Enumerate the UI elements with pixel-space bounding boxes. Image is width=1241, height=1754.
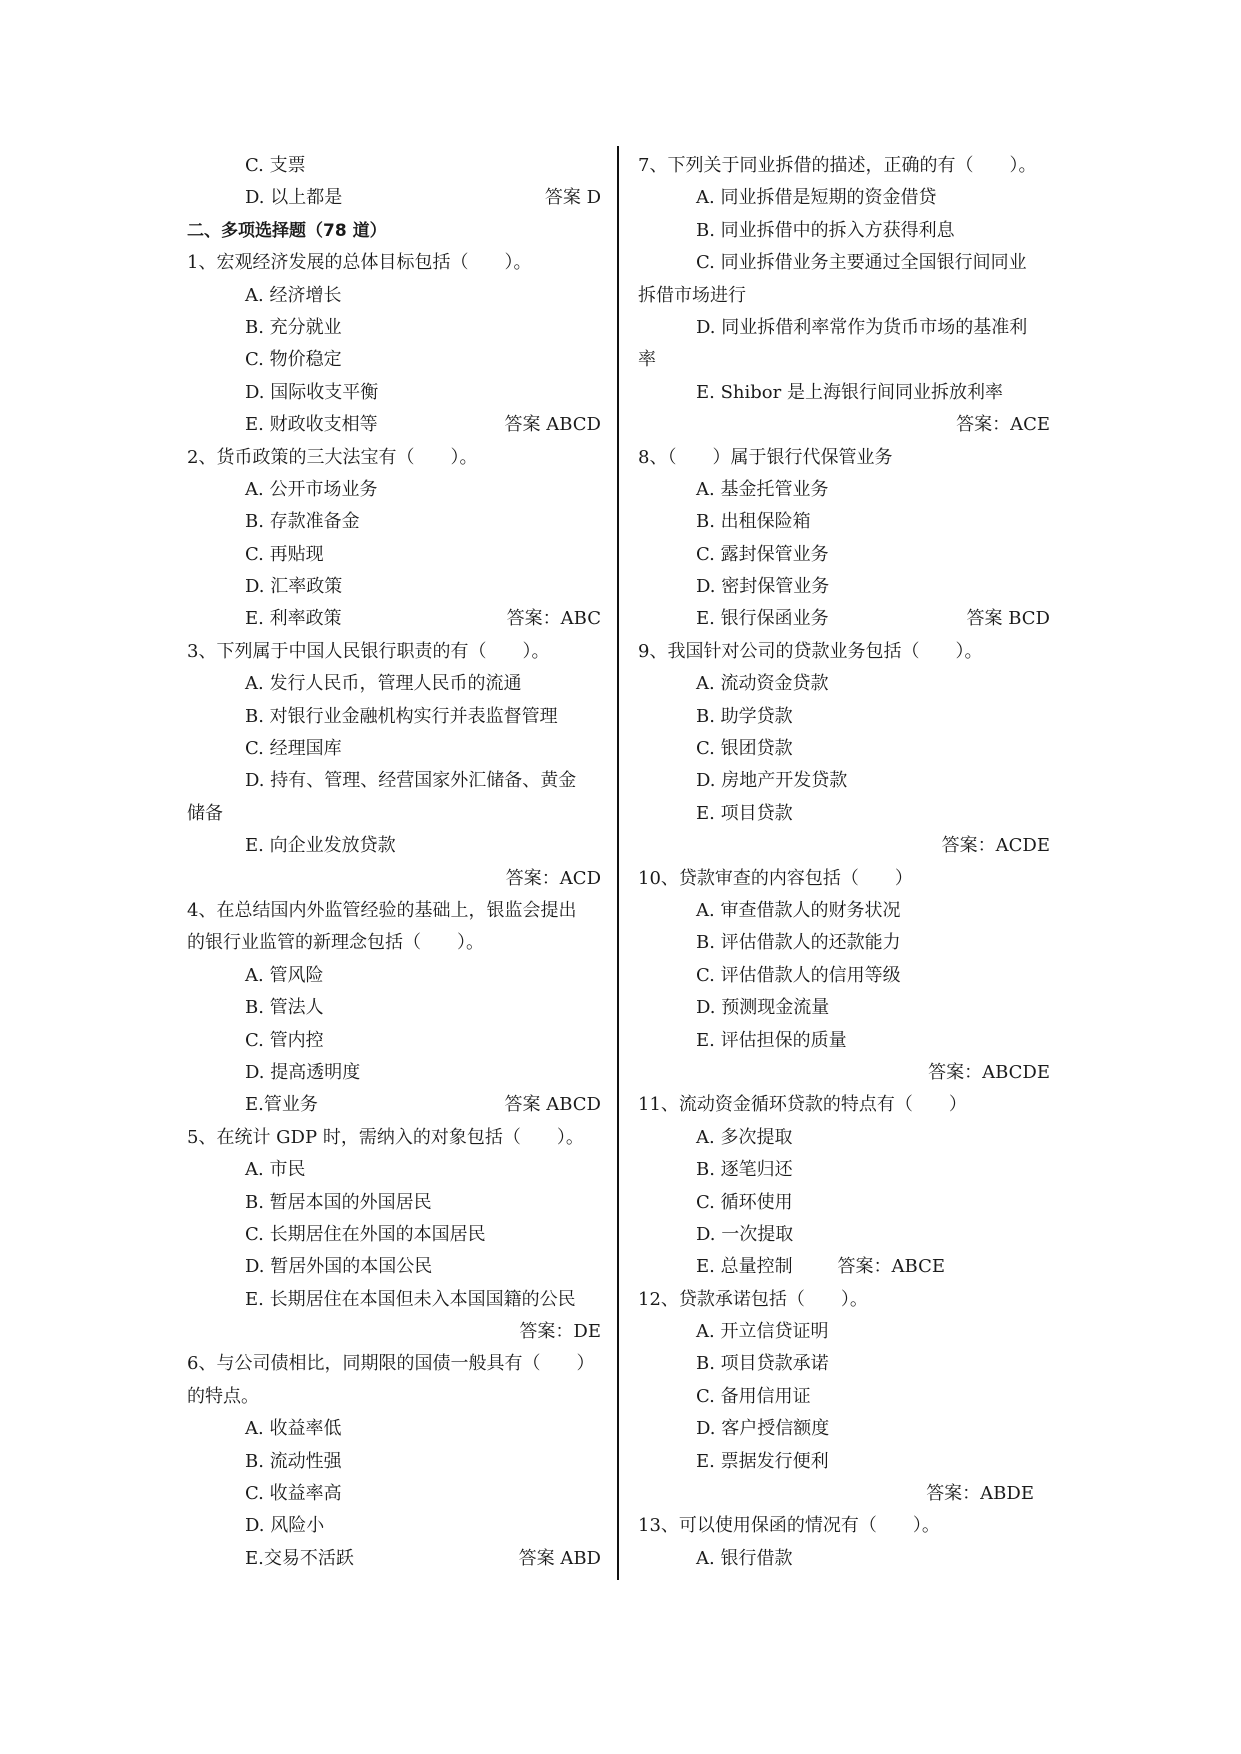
option-line [638, 1219, 1050, 1251]
line-text: C. 再贴现 [245, 543, 324, 565]
line-text: D. 提高透明度 [245, 1061, 361, 1083]
line-text: E.管业务 [245, 1094, 318, 1116]
line-text: 8、（ ）属于银行代保管业务 [638, 446, 893, 468]
option-line [187, 506, 601, 538]
line-text: B. 暂居本国的外国居民 [245, 1191, 432, 1213]
line-text: A. 同业拆借是短期的资金借贷 [696, 187, 937, 209]
line-text: B. 出租保险箱 [696, 511, 811, 533]
option-line [187, 539, 601, 571]
line-text: D. 风险小 [245, 1515, 325, 1537]
option-line [638, 798, 1050, 830]
option-line [187, 1187, 601, 1219]
line-text: 二、多项选择题（78 道） [187, 220, 387, 241]
line-text: 5、在统计 GDP 时，需纳入的对象包括（ ）。 [187, 1126, 584, 1148]
answer-label: 答案：ACE [956, 414, 1050, 436]
line-text: A. 公开市场业务 [245, 478, 378, 500]
question-line [638, 442, 1050, 474]
answer-label: 答案 ABCD [504, 1094, 601, 1116]
option-line [638, 1348, 1050, 1380]
line-text: 1、宏观经济发展的总体目标包括（ ）。 [187, 252, 532, 274]
question-line [187, 895, 601, 927]
option-line [638, 733, 1050, 765]
answer-line [187, 1316, 601, 1348]
question-continuation [187, 927, 601, 959]
line-text: A. 市民 [245, 1159, 306, 1181]
line-text: A. 银行借款 [696, 1547, 793, 1569]
line-text: 11、流动资金循环贷款的特点有（ ） [638, 1094, 967, 1116]
line-text: D. 一次提取 [696, 1223, 794, 1245]
option-line [638, 1154, 1050, 1186]
option-line [638, 1381, 1050, 1413]
answer-label: 答案：ACDE [941, 835, 1050, 857]
option-line [638, 668, 1050, 700]
answer-label: 答案 D [544, 187, 601, 209]
line-text: D. 汇率政策 [245, 576, 343, 598]
answer-line [638, 830, 1050, 862]
line-text: C. 支票 [245, 155, 306, 176]
line-text: D. 以上都是 [245, 187, 343, 209]
option-line [638, 1187, 1050, 1219]
line-text: 12、贷款承诺包括（ ）。 [638, 1288, 868, 1310]
line-text: E. 长期居住在本国但未入本国国籍的公民 [245, 1288, 576, 1310]
option-line [638, 506, 1050, 538]
option-line [638, 960, 1050, 992]
answer-label: 答案：ABCE [837, 1256, 945, 1278]
option-line [187, 1057, 601, 1089]
line-text: B. 充分就业 [245, 316, 342, 338]
line-text: C. 长期居住在外国的本国居民 [245, 1223, 486, 1245]
line-text: 率 [638, 349, 656, 371]
line-text: C. 露封保管业务 [696, 543, 829, 565]
option-line [187, 830, 601, 862]
line-text: B. 评估借款人的还款能力 [696, 932, 901, 954]
option-line [187, 960, 601, 992]
line-text: B. 同业拆借中的拆入方获得利息 [696, 219, 955, 241]
question-line [187, 1122, 601, 1154]
option-line [187, 474, 601, 506]
line-text: 4、在总结国内外监管经验的基础上，银监会提出 [187, 899, 577, 921]
question-line [638, 1510, 1050, 1542]
answer-label: 答案：DE [519, 1321, 601, 1343]
line-text: B. 项目贷款承诺 [696, 1353, 829, 1375]
option-line [638, 247, 1050, 279]
line-text: D. 暂居外国的本国公民 [245, 1256, 433, 1278]
option-line [187, 182, 601, 214]
line-text: A. 管风险 [245, 964, 324, 986]
line-text: 储备 [187, 802, 223, 824]
line-text: E.交易不活跃 [245, 1547, 354, 1569]
option-line [638, 701, 1050, 733]
option-line [638, 182, 1050, 214]
line-text: C. 评估借款人的信用等级 [696, 964, 901, 986]
option-line [187, 1510, 601, 1542]
line-text: B. 流动性强 [245, 1450, 342, 1472]
option-line [187, 701, 601, 733]
option-line [187, 1089, 601, 1121]
option-line [187, 344, 601, 376]
line-text: A. 发行人民币，管理人民币的流通 [245, 673, 522, 695]
answer-label: 答案：ABC [506, 608, 601, 630]
option-line [187, 1446, 601, 1478]
answer-line [187, 863, 601, 895]
option-line [187, 280, 601, 312]
option-line [638, 474, 1050, 506]
answer-label: 答案 BCD [966, 608, 1050, 630]
line-text: A. 经济增长 [245, 284, 342, 306]
option-line [187, 1154, 601, 1186]
line-text: 10、贷款审查的内容包括（ ） [638, 867, 913, 889]
question-line [187, 636, 601, 668]
answer-label: 答案：ACD [505, 867, 601, 889]
line-text: 的银行业监管的新理念包括（ ）。 [187, 932, 484, 954]
option-line [187, 1543, 601, 1575]
option-line [638, 895, 1050, 927]
line-text: A. 审查借款人的财务状况 [696, 899, 901, 921]
option-line [187, 603, 601, 635]
line-text: B. 助学贷款 [696, 705, 793, 727]
question-continuation [187, 1381, 601, 1413]
line-text: A. 基金托管业务 [696, 478, 829, 500]
line-text: A. 开立信贷证明 [696, 1321, 829, 1343]
line-text: E. 总量控制 [696, 1256, 793, 1278]
line-text: 6、与公司债相比，同期限的国债一般具有（ ） [187, 1353, 595, 1375]
option-line [187, 765, 601, 797]
line-text: 的特点。 [187, 1385, 259, 1407]
question-continuation [638, 280, 1050, 312]
line-text: A. 收益率低 [245, 1418, 342, 1440]
line-text: D. 持有、管理、经营国家外汇储备、黄金 [245, 770, 577, 792]
option-line [187, 1025, 601, 1057]
option-line [638, 1025, 1050, 1057]
option-line [638, 539, 1050, 571]
answer-label: 答案 ABCD [504, 414, 601, 436]
line-text: B. 存款准备金 [245, 511, 360, 533]
option-line [187, 1251, 601, 1283]
option-line [187, 1413, 601, 1445]
answer-label: 答案：ABDE [926, 1483, 1034, 1505]
option-line [187, 312, 601, 344]
option-line [638, 1251, 1050, 1283]
option-line [187, 571, 601, 603]
question-continuation [187, 798, 601, 830]
line-text: C. 备用信用证 [696, 1385, 811, 1407]
option-line [187, 1284, 601, 1316]
option-line [638, 377, 1050, 409]
line-text: C. 银团贷款 [696, 738, 793, 760]
question-line [187, 1348, 601, 1380]
line-text: E. 项目贷款 [696, 802, 793, 824]
line-text: B. 对银行业金融机构实行并表监督管理 [245, 705, 558, 727]
section-heading [187, 215, 601, 247]
option-line [638, 1316, 1050, 1348]
option-line [638, 603, 1050, 635]
line-text: 13、可以使用保函的情况有（ ）。 [638, 1515, 940, 1537]
option-line [638, 571, 1050, 603]
question-continuation [638, 344, 1050, 376]
line-text: E. 银行保函业务 [696, 608, 829, 630]
option-line [638, 312, 1050, 344]
line-text: E. 向企业发放贷款 [245, 835, 396, 857]
line-text: 3、下列属于中国人民银行职责的有（ ）。 [187, 640, 550, 662]
option-line [187, 1478, 601, 1510]
option-line [638, 1446, 1050, 1478]
answer-line [638, 1478, 1050, 1510]
line-text: E. 财政收支相等 [245, 414, 378, 436]
line-text: C. 物价稳定 [245, 349, 342, 371]
line-text: E. 评估担保的质量 [696, 1029, 847, 1051]
line-text: E. 利率政策 [245, 608, 342, 630]
line-text: D. 预测现金流量 [696, 997, 830, 1019]
option-line [187, 409, 601, 441]
answer-line [638, 409, 1050, 441]
answer-line [638, 1057, 1050, 1089]
line-text: C. 同业拆借业务主要通过全国银行间同业 [696, 252, 1027, 274]
line-text: A. 流动资金贷款 [696, 673, 829, 695]
line-text: C. 经理国库 [245, 738, 342, 760]
right-column [638, 150, 1050, 1575]
question-line [187, 247, 601, 279]
option-line [187, 150, 601, 182]
option-line [638, 1413, 1050, 1445]
line-text: D. 客户授信额度 [696, 1418, 830, 1440]
line-text: 2、货币政策的三大法宝有（ ）。 [187, 446, 478, 468]
option-line [638, 765, 1050, 797]
option-line [638, 1543, 1050, 1575]
option-line [187, 668, 601, 700]
line-text: D. 密封保管业务 [696, 576, 830, 598]
line-text: 7、下列关于同业拆借的描述，正确的有（ ）。 [638, 155, 1037, 176]
option-line [638, 927, 1050, 959]
question-line [638, 1284, 1050, 1316]
option-line [638, 1122, 1050, 1154]
question-line [638, 150, 1050, 182]
line-text: C. 循环使用 [696, 1191, 793, 1213]
line-text: A. 多次提取 [696, 1126, 793, 1148]
line-text: D. 同业拆借利率常作为货币市场的基准利 [696, 316, 1028, 338]
option-line [187, 1219, 601, 1251]
line-text: E. Shibor 是上海银行间同业拆放利率 [696, 381, 1003, 403]
line-text: D. 房地产开发贷款 [696, 770, 848, 792]
answer-label: 答案 ABD [518, 1547, 601, 1569]
question-line [638, 636, 1050, 668]
line-text: C. 收益率高 [245, 1483, 342, 1505]
answer-label: 答案：ABCDE [928, 1061, 1050, 1083]
question-line [638, 863, 1050, 895]
line-text: 9、我国针对公司的贷款业务包括（ ）。 [638, 640, 983, 662]
option-line [187, 733, 601, 765]
line-text: 拆借市场进行 [638, 284, 746, 306]
option-line [187, 992, 601, 1024]
line-text: B. 管法人 [245, 997, 324, 1019]
column-divider [617, 146, 619, 1580]
line-text: E. 票据发行便利 [696, 1450, 829, 1472]
question-line [187, 442, 601, 474]
question-line [638, 1089, 1050, 1121]
line-text: C. 管内控 [245, 1029, 324, 1051]
option-line [638, 992, 1050, 1024]
line-text: B. 逐笔归还 [696, 1159, 793, 1181]
left-column [187, 150, 601, 1575]
option-line [187, 377, 601, 409]
option-line [638, 215, 1050, 247]
line-text: D. 国际收支平衡 [245, 381, 379, 403]
